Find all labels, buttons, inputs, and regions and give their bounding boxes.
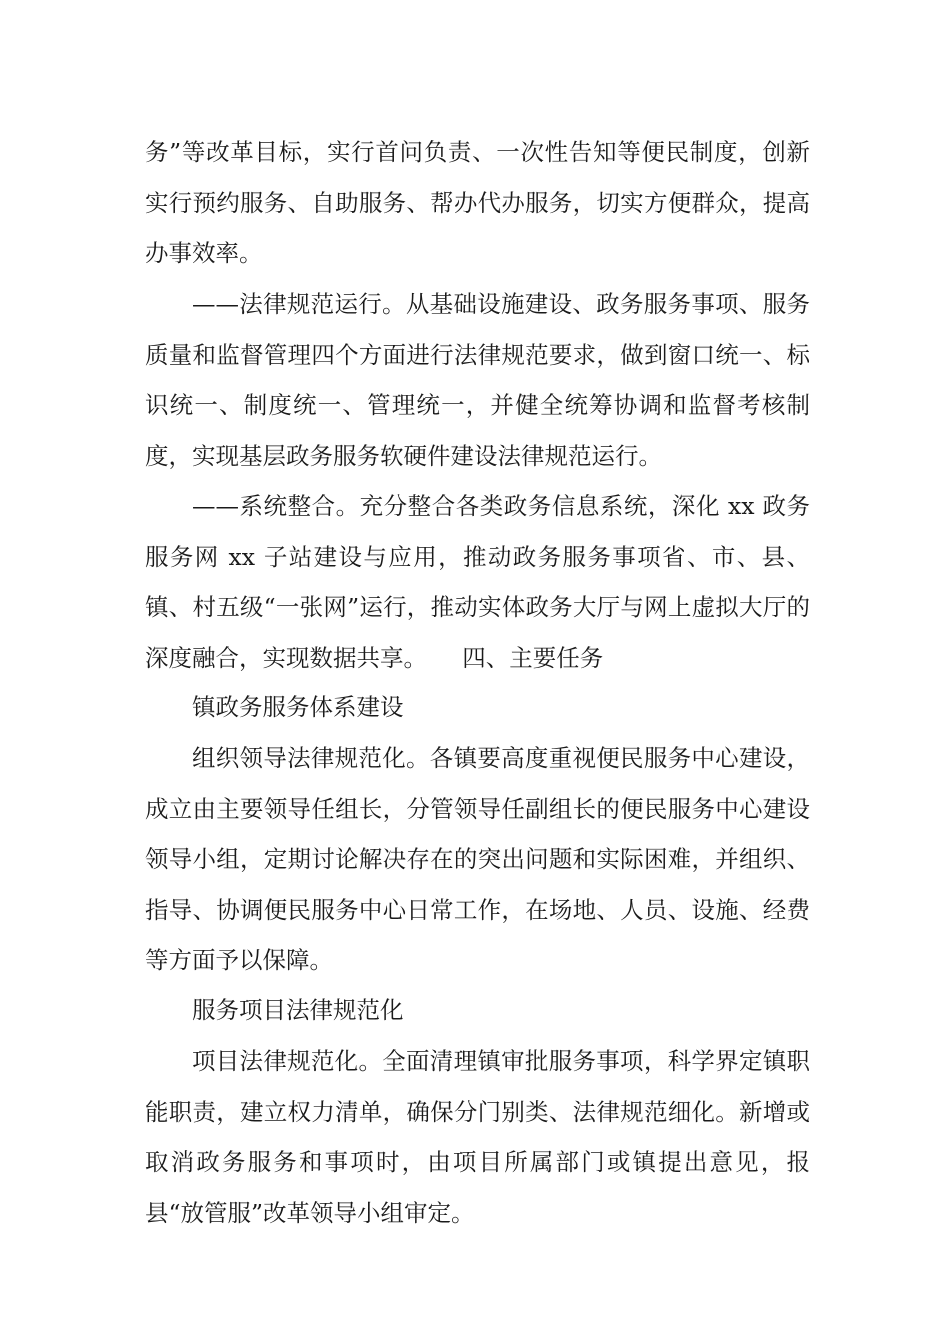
section-heading-service-items: 服务项目法律规范化 [192, 996, 404, 1024]
paragraph-reform-goals: 务”等改革目标，实行首问负责、一次性告知等便民制度，创新实行预约服务、自助服务、帮办代办服务，切实方便群众，提高办事效率。 [145, 138, 810, 267]
paragraph-system-integration: ——系统整合。充分整合各类政务信息系统，深化 xx 政务服务网 xx 子站建设与应用，推动政务服务事项省、市、县、镇、村五级“一张网”运行，推动实体政务大厅与网上虚拟大厅的深度融合，实现数据共享。 四、主要任务 [145, 492, 810, 672]
paragraph-project-standardization: 项目法律规范化。全面清理镇审批服务事项，科学界定镇职能职责，建立权力清单，确保分门别类、法律规范细化。新增或取消政务服务和事项时，由项目所属部门或镇提出意见，报县“放管服”改革领导小组审定。 [145, 1047, 810, 1227]
paragraph-organization-leadership: 组织领导法律规范化。各镇要高度重视便民服务中心建设，成立由主要领导任组长，分管领导任副组长的便民服务中心建设领导小组，定期讨论解决存在的突出问题和实际困难，并组织、指导、协调便民服务中心日常工作，在场地、人员、设施、经费等方面予以保障。 [145, 744, 810, 974]
paragraph-legal-operation: ——法律规范运行。从基础设施建设、政务服务事项、服务质量和监督管理四个方面进行法律规范要求，做到窗口统一、标识统一、制度统一、管理统一，并健全统筹协调和监督考核制度，实现基层政务服务软硬件建设法律规范运行。 [145, 290, 810, 470]
section-heading-town-service-system: 镇政务服务体系建设 [192, 693, 404, 721]
